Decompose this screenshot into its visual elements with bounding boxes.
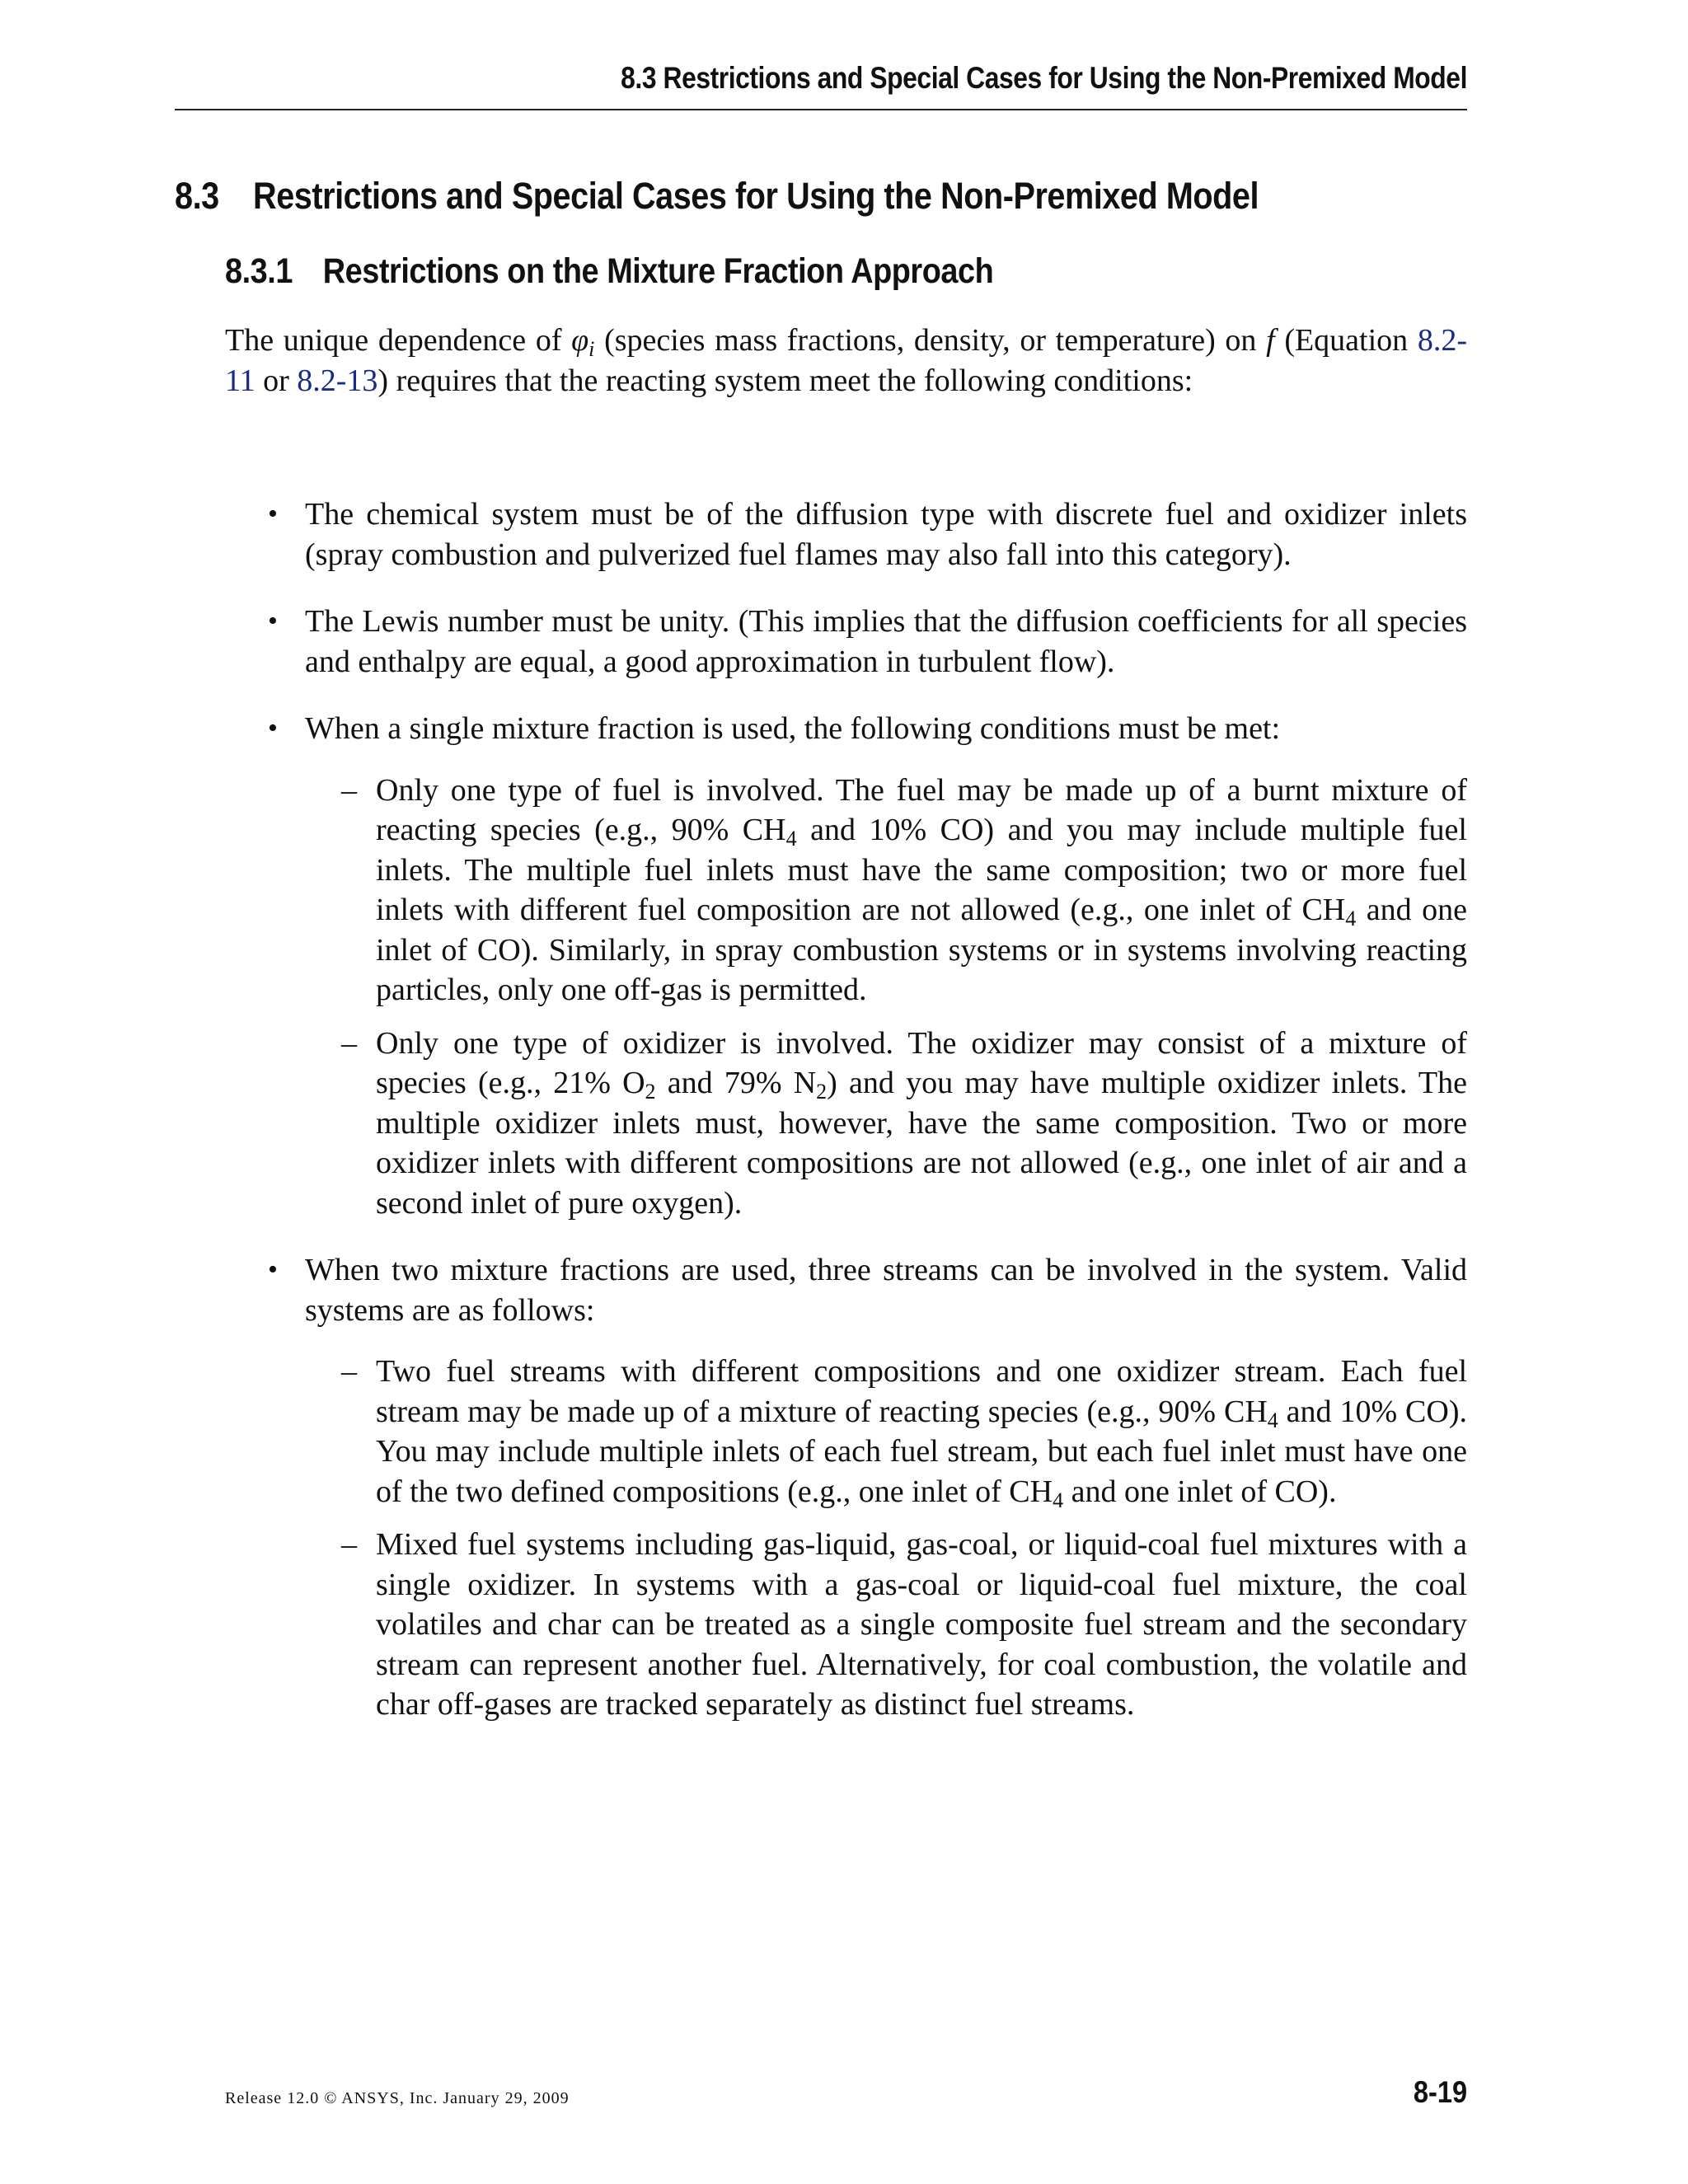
intro-text: (Equation bbox=[1274, 323, 1418, 358]
list-item-text: When a single mixture fraction is used, the following conditions must be met: bbox=[305, 711, 1281, 746]
list-item-text: The Lewis number must be unity. (This implies that the diffusion coefficients for all species and enthalpy are equal, a good approximation in turbulent flow). bbox=[305, 604, 1467, 679]
conditions-list bbox=[225, 494, 1467, 1752]
sub-list-item bbox=[305, 771, 1467, 1010]
equation-link-8-2-11[interactable]: 8.2-11 bbox=[225, 323, 1467, 398]
subsection-title: Restrictions on the Mixture Fraction Approach bbox=[322, 251, 994, 291]
list-item bbox=[225, 602, 1467, 682]
sub-list-item-text: Only one type of oxidizer is involved. The oxidizer may consist of a mixture of species (e.g., 21% O bbox=[376, 1025, 1467, 1100]
dash-marker: – bbox=[341, 1025, 357, 1061]
sub-list-item-text: and 10% CO) and you may include multiple fuel inlets. The multiple fuel inlets must have the same composition; two or more fuel inlets with different fuel composition are not allowed (e.g., one inlet of CH bbox=[376, 813, 1467, 927]
subscript: 2 bbox=[645, 1080, 656, 1104]
phi-subscript: i bbox=[588, 337, 595, 361]
section-title: Restrictions and Special Cases for Using the Non-Premixed Model bbox=[253, 175, 1259, 217]
intro-text: The unique dependence of bbox=[225, 323, 572, 358]
sub-list-item bbox=[305, 1352, 1467, 1511]
sub-list-item-text: and one inlet of CO). Similarly, in spray combustion systems or in systems involving reacting particles, only one off-gas is permitted. bbox=[376, 893, 1468, 1007]
subscript: 2 bbox=[816, 1080, 828, 1104]
list-item bbox=[225, 1250, 1467, 1725]
intro-text: (species mass fractions, density, or temperature) on bbox=[594, 323, 1267, 358]
sub-list-item-text: Mixed fuel systems including gas-liquid, gas-coal, or liquid-coal fuel mixtures with a single oxidizer. In systems with a gas-coal or liquid-coal fuel mixture, the coal volatiles and char can be treated as a single composite fuel stream and the secondary stream can represent another fuel. Alternatively, for coal combustion, the volatile and char off-gases are tracked separately as distinct fuel streams. bbox=[376, 1527, 1467, 1722]
subscript: 4 bbox=[1345, 907, 1357, 930]
sub-list-item bbox=[305, 1024, 1467, 1224]
phi-symbol: φ bbox=[571, 323, 589, 358]
bullet-marker: • bbox=[268, 1254, 278, 1285]
intro-text: ) requires that the reacting system meet the following conditions: bbox=[377, 363, 1193, 398]
sub-list-item bbox=[305, 1525, 1467, 1725]
sub-list-item-text: and one inlet of CO). bbox=[1063, 1474, 1337, 1509]
bullet-marker: • bbox=[268, 499, 278, 529]
dash-marker: – bbox=[341, 1527, 357, 1562]
running-header: 8.3 Restrictions and Special Cases for Using the Non-Premixed Model bbox=[621, 61, 1467, 95]
sub-list-item-text: and 10% CO). You may include multiple inlets of each fuel stream, but each fuel inlet must have one of the two defined compositions (e.g., one inlet of CH bbox=[376, 1394, 1467, 1509]
sub-list-item-text: Two fuel streams with different compositions and one oxidizer stream. Each fuel stream may be made up of a mixture of reacting species (e.g., 90% CH bbox=[376, 1354, 1467, 1429]
sub-list-item-text: ) and you may have multiple oxidizer inlets. The multiple oxidizer inlets must, however, have the same composition. Two or more oxidizer inlets with different compositions are not allowed (e.g., one inlet of air and a second inlet of pure oxygen). bbox=[376, 1066, 1468, 1221]
header-rule bbox=[175, 109, 1467, 110]
list-item-text: The chemical system must be of the diffusion type with discrete fuel and oxidizer inlets (spray combustion and pulverized fuel flames may also fall into this category). bbox=[305, 497, 1467, 572]
bullet-marker: • bbox=[268, 713, 278, 743]
dash-marker: – bbox=[341, 1354, 357, 1389]
sub-list-item-text: and 79% N bbox=[655, 1066, 817, 1100]
footer-release: Release 12.0 © ANSYS, Inc. January 29, 2009 bbox=[225, 2089, 570, 2107]
subsection-heading bbox=[225, 251, 993, 292]
dash-marker: – bbox=[341, 772, 357, 808]
intro-paragraph bbox=[225, 321, 1467, 401]
f-symbol: f bbox=[1266, 323, 1275, 358]
subscript: 4 bbox=[1267, 1408, 1278, 1432]
list-item bbox=[225, 494, 1467, 574]
list-item-text: When two mixture fractions are used, three streams can be involved in the system. Valid systems are as follows: bbox=[305, 1253, 1467, 1328]
section-heading bbox=[175, 175, 1259, 218]
section-number: 8.3 bbox=[175, 175, 219, 217]
bullet-marker: • bbox=[268, 606, 278, 636]
subscript: 4 bbox=[1053, 1488, 1064, 1512]
subscript: 4 bbox=[785, 827, 797, 851]
sub-list-item-text: Only one type of fuel is involved. The fuel may be made up of a burnt mixture of reacting species (e.g., 90% CH bbox=[376, 772, 1467, 847]
page-number: 8-19 bbox=[1413, 2075, 1467, 2109]
list-item bbox=[225, 709, 1467, 1223]
subsection-number: 8.3.1 bbox=[225, 251, 293, 291]
intro-text: or bbox=[255, 363, 298, 398]
equation-link-8-2-13[interactable]: 8.2-13 bbox=[297, 363, 378, 398]
